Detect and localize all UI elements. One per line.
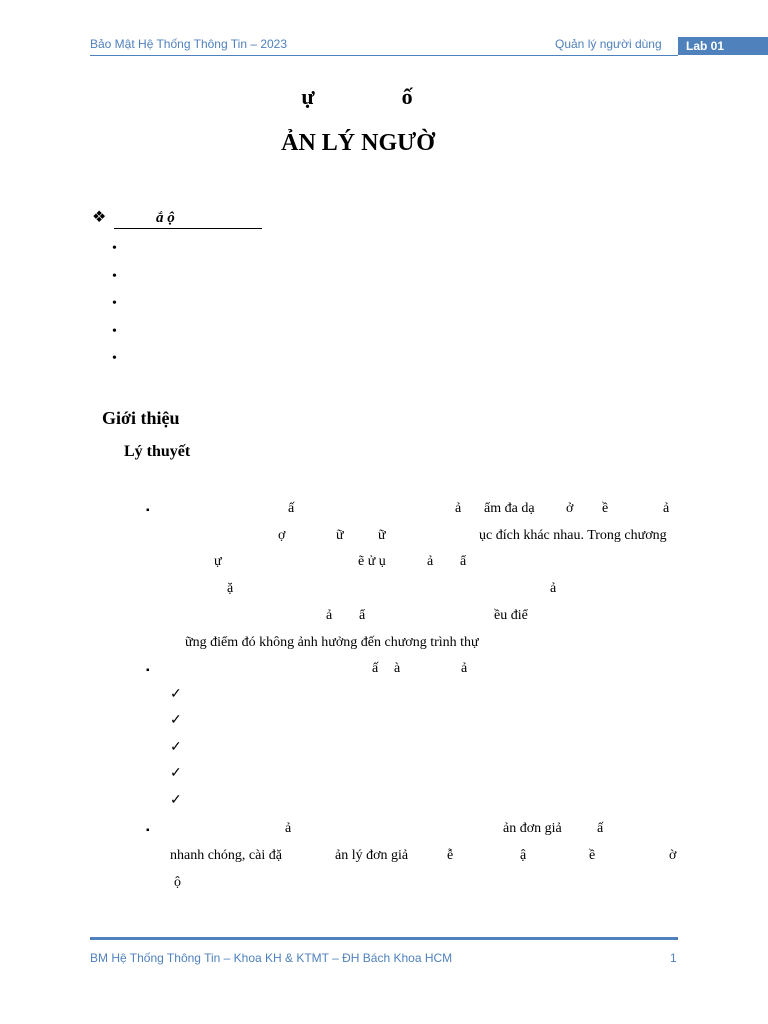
text-fragment: ộ <box>174 875 181 890</box>
text-fragment: ững điểm đó không ảnh hưởng đến chương trình thự <box>185 635 479 650</box>
text-fragment: ẽ ử ụ <box>358 554 386 569</box>
header-course-title: Bảo Mật Hệ Thống Thông Tin – 2023 <box>90 37 288 51</box>
footer-divider <box>90 937 678 940</box>
text-fragment: ự <box>214 554 222 569</box>
text-fragment: ả <box>285 821 292 836</box>
text-fragment: ả <box>455 501 462 516</box>
text-fragment: ở <box>566 501 574 516</box>
text-fragment: à <box>394 661 401 676</box>
footer-department: BM Hệ Thống Thông Tin – Khoa KH & KTMT – ĐH Bách Khoa HCM <box>90 951 453 965</box>
text-fragment: ả <box>663 501 670 516</box>
page-number: 1 <box>670 951 677 965</box>
text-fragment: ả <box>427 554 434 569</box>
list-item: • <box>112 296 117 311</box>
list-item: • <box>112 268 117 284</box>
list-item: • <box>112 323 117 339</box>
text-fragment: ề <box>589 848 596 863</box>
text-fragment: ữ <box>378 528 386 543</box>
text-fragment: ấ <box>597 821 604 836</box>
text-fragment: ẩ <box>359 608 366 623</box>
square-bullet-icon: ▪ <box>146 665 150 676</box>
objectives-heading <box>92 207 262 229</box>
checkmark-icon: ✓ <box>170 793 182 808</box>
list-item: • <box>112 351 117 366</box>
square-bullet-icon: ▪ <box>146 505 150 516</box>
text-fragment: ả <box>461 661 468 676</box>
header-lab-badge: Lab 01 <box>678 37 768 55</box>
objectives-title: ắ ộ <box>114 210 262 229</box>
text-fragment: ẩ <box>460 554 467 569</box>
text-fragment: ấ <box>288 501 295 516</box>
text-fragment: ễ <box>447 848 454 863</box>
text-fragment: ều điể <box>494 608 528 623</box>
text-fragment: ẩm đa dạ <box>484 501 535 516</box>
page-title-line2: ẢN LÝ NGƯỜ <box>281 130 435 156</box>
checkmark-icon: ✓ <box>170 687 182 702</box>
text-fragment: nhanh chóng, cài đặ <box>170 848 282 863</box>
text-fragment: ặ <box>227 581 234 596</box>
page-title-line1 <box>0 84 716 110</box>
section-heading-theory: Lý thuyết <box>124 443 191 460</box>
text-fragment: ợ <box>278 528 286 543</box>
text-fragment: ả <box>550 581 557 596</box>
checkmark-icon: ✓ <box>170 740 182 755</box>
section-heading-intro: Giới thiệu <box>102 408 180 428</box>
title-fragment-a: ự <box>301 84 317 109</box>
text-fragment: ản đơn giả <box>503 821 562 836</box>
text-fragment: ậ <box>520 848 527 863</box>
text-fragment: ản lý đơn giả <box>335 848 409 863</box>
text-fragment: ữ <box>336 528 344 543</box>
text-fragment: ục đích khác nhau. Trong chương <box>479 528 667 543</box>
checkmark-icon: ✓ <box>170 713 182 728</box>
text-fragment: ờ <box>669 848 677 863</box>
title-fragment-b: ố <box>401 84 415 109</box>
text-fragment: ề <box>602 501 609 516</box>
checkmark-icon: ✓ <box>170 766 182 781</box>
header-divider <box>90 55 678 56</box>
header-topic: Quản lý người dùng <box>555 37 662 51</box>
list-item: • <box>112 241 117 256</box>
diamond-bullet-icon: ❖ <box>92 209 107 226</box>
objectives-list <box>112 241 117 379</box>
text-fragment: ả <box>326 608 333 623</box>
square-bullet-icon: ▪ <box>146 825 150 836</box>
text-fragment: ấ <box>372 661 379 676</box>
